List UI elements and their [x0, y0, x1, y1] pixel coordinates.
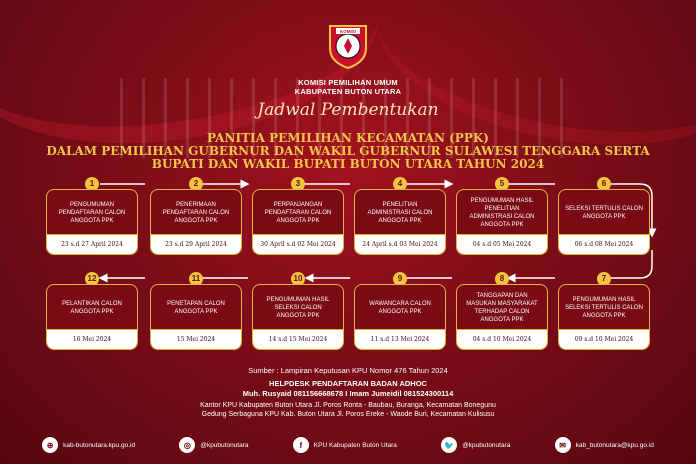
step-date: 09 s.d 10 Mei 2024: [559, 329, 649, 349]
title-line-1: PANITIA PEMILIHAN KECAMATAN (PPK): [207, 131, 489, 145]
step-description: PENGUMUMAN HASIL PENELITIAN ADMINISTRASI CALON ANGGOTA PPK: [469, 197, 535, 228]
footer-twitter[interactable]: [441, 437, 510, 453]
footer-facebook[interactable]: [293, 437, 397, 453]
footer-instagram[interactable]: [179, 437, 248, 453]
step-number: 5: [495, 177, 509, 191]
step-number: 12: [85, 272, 99, 286]
step-box: [46, 189, 138, 255]
step-date: 23 s.d 27 April 2024: [47, 234, 137, 254]
script-title: Jadwal Pembentukan: [257, 100, 439, 120]
step-number: 9: [393, 272, 407, 286]
step-number: 8: [495, 272, 509, 286]
step-box: [150, 189, 242, 255]
step-date: 14 s.d 15 Mei 2024: [253, 329, 343, 349]
step-date: 16 Mei 2024: [47, 329, 137, 349]
step-date: 24 April s.d 03 Mei 2024: [355, 234, 445, 254]
instagram-icon: ◎: [179, 437, 195, 453]
footer-label: kab_butonutara@kpu.go.id: [575, 441, 654, 449]
step-number: 3: [291, 177, 305, 191]
step-date: 11 s.d 13 Mei 2024: [355, 329, 445, 349]
helpdesk-contacts: Muh. Rusyaid 081156668678 I Imam Jumeidil 081524300114: [242, 389, 454, 398]
address-line-2: Gedung Serbaguna KPU Kab. Buton Utara Jl. Poros Ereke - Waode Buri, Kecamatan Kulisusu: [201, 411, 495, 418]
kpu-logo: [326, 22, 370, 70]
step-description: PENGUMUMAN HASIL SELEKSI TERTULIS CALON ANGGOTA PPK: [565, 296, 643, 319]
step-date: 04 s.d 10 Mei 2024: [457, 329, 547, 349]
step-description: PERPANJANGAN PENDAFTARAN CALON ANGGOTA PPK: [264, 201, 332, 224]
step-box: [558, 189, 650, 255]
step-box: [456, 189, 548, 255]
title-line-2: DALAM PEMILIHAN GUBERNUR DAN WAKIL GUBERNUR SULAWESI TENGGARA SERTA: [46, 144, 650, 158]
step-number: 11: [189, 272, 203, 286]
step-number: 2: [189, 177, 203, 191]
step-description: PENETAPAN CALON ANGGOTA PPK: [167, 300, 225, 315]
footer-email[interactable]: [555, 437, 654, 453]
step-description: PENGUMUMAN PENDAFTARAN CALON ANGGOTA PPK: [58, 201, 126, 224]
org-region: KABUPATEN BUTON UTARA: [294, 87, 402, 96]
step-description: PELANTIKAN CALON ANGGOTA PPK: [62, 300, 122, 315]
step-box: [252, 189, 344, 255]
footer-label: @kpubutonutara: [462, 441, 511, 449]
facebook-icon: f: [293, 437, 309, 453]
footer-contacts: [0, 426, 696, 464]
step-box: [150, 284, 242, 350]
source-note: Sumber : Lampiran Keputusan KPU Nomor 476 Tahun 2024: [248, 366, 448, 375]
step-box: [46, 284, 138, 350]
step-number: 1: [85, 177, 99, 191]
globe-icon: ⊕: [42, 437, 58, 453]
step-number: 4: [393, 177, 407, 191]
step-date: 15 Mei 2024: [151, 329, 241, 349]
step-date: 04 s.d 05 Mei 2024: [457, 234, 547, 254]
step-date: 06 s.d 08 Mei 2024: [559, 234, 649, 254]
footer-label: KPU Kabupaten Buton Utara: [313, 441, 397, 449]
step-box: [558, 284, 650, 350]
step-description: PENGUMUMAN HASIL SELEKSI CALON ANGGOTA PPK: [266, 296, 330, 319]
step-box: [252, 284, 344, 350]
step-number: 7: [597, 272, 611, 286]
email-icon: ✉: [555, 437, 571, 453]
step-date: 30 April s.d 02 Mei 2024: [253, 234, 343, 254]
footer-website[interactable]: [42, 437, 135, 453]
step-number: 6: [597, 177, 611, 191]
svg-text:KOMISI: KOMISI: [339, 29, 357, 34]
step-box: [354, 189, 446, 255]
step-description: TANGGAPAN DAN MASUKAN MASYARAKAT TERHADAP CALON ANGGOTA PPK: [466, 292, 538, 323]
twitter-icon: 🐦: [441, 437, 457, 453]
step-number: 10: [291, 272, 305, 286]
step-box: [354, 284, 446, 350]
address-line-1: Kantor KPU Kabupaten Buton Utara Jl. Poros Ronta - Baubau, Buranga, Kecamatan Bonegunu: [200, 402, 496, 409]
footer-label: kab-butonutara.kpu.go.id: [63, 441, 136, 449]
org-name: KOMISI PEMILIHAN UMUM: [298, 78, 398, 87]
step-description: SELEKSI TERTULIS CALON ANGGOTA PPK: [565, 205, 643, 220]
helpdesk-title: HELPDESK PENDAFTARAN BADAN ADHOC: [269, 379, 427, 388]
step-date: 23 s.d 29 April 2024: [151, 234, 241, 254]
step-description: WAWANCARA CALON ANGGOTA PPK: [369, 300, 431, 315]
title-line-3: BUPATI DAN WAKIL BUPATI BUTON UTARA TAHUN 2024: [151, 157, 545, 171]
step-description: PENELITIAN ADMINISTRASI CALON ANGGOTA PPK: [367, 201, 433, 224]
step-box: [456, 284, 548, 350]
step-description: PENERIMAAN PENDAFTARAN CALON ANGGOTA PPK: [162, 201, 230, 224]
footer-label: @kpubutonutara: [200, 441, 249, 449]
